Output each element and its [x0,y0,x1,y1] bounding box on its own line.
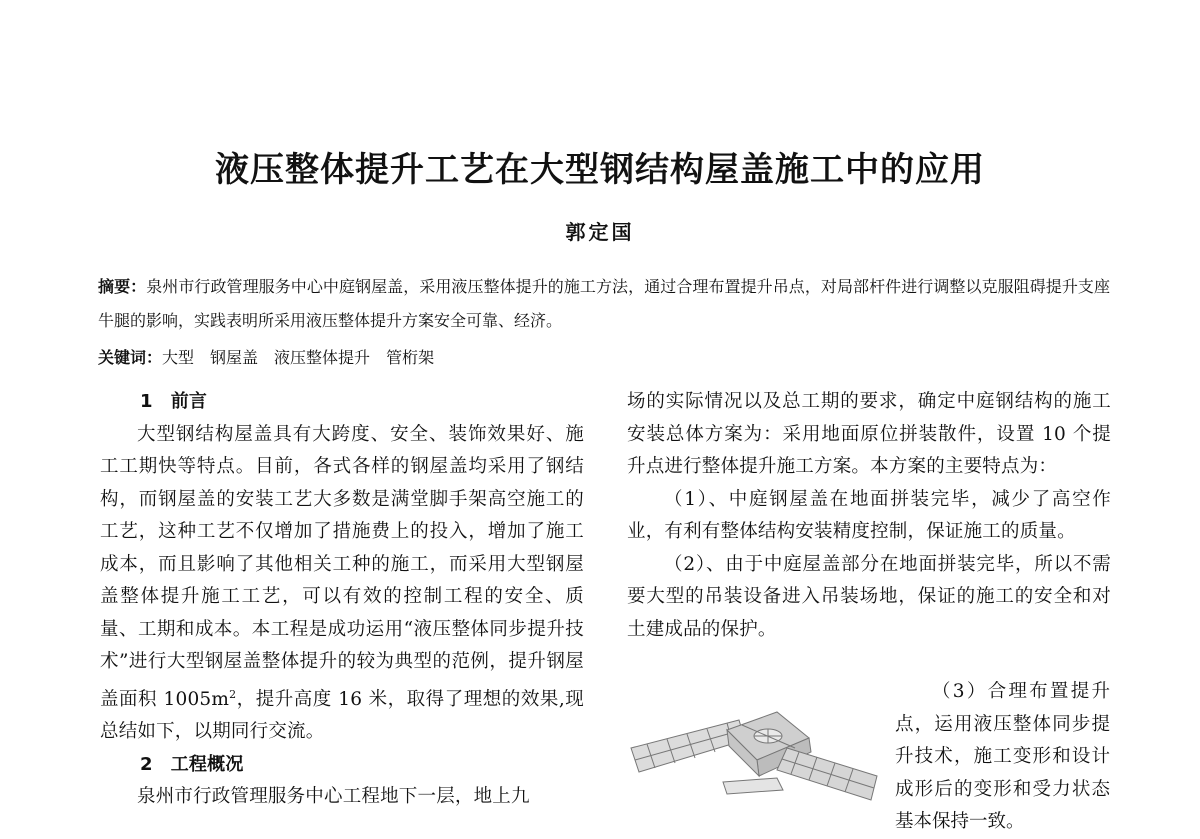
abstract-text: 泉州市行政管理服务中心中庭钢屋盖，采用液压整体提升的施工方法，通过合理布置提升吊点，对局部杆件进行调整以克服阻碍提升支座牛腿的影响，实践表明所采用液压整体提升方案安全可靠、经济。 [98,277,1110,330]
roof-truss-figure [627,690,889,827]
body-paragraph [100,419,584,749]
paragraph-text: 大型钢结构屋盖具有大跨度、安全、装饰效果好、施工工期快等特点。目前，各式各样的钢屋盖均采用了钢结构，而钢屋盖的安装工艺大多数是满堂脚手架高空施工的工艺，这种工艺不仅增加了措施费上的投入，增加了施工成本，而且影响了其他相关工种的施工，而采用大型钢屋盖整体提升施工工艺，可以有效的控制工程的安全、质量、工期和成本。本工程是成功运用“液压整体同步提升技术”进行大型钢屋盖整体提升的较为典型的范例，提升钢屋盖面积 1005m [100,423,584,710]
body-paragraph: 泉州市行政管理服务中心工程地下一层，地上九 [137,786,530,808]
body-paragraph: （1）、中庭钢屋盖在地面拼装完毕，减少了高空作业，有利有整体结构安装精度控制，保证施工的质量。 [627,488,1111,542]
wrapped-paragraph [895,676,1110,839]
author-name: 郭定国 [565,220,635,244]
keyword: 管桁架 [386,348,435,367]
paper-title: 液压整体提升工艺在大型钢结构屋盖施工中的应用 [215,150,985,190]
paragraph-text: ，提升高度 16 米，取得了理想的效果,现总结如下，以期同行交流。 [100,688,585,743]
superscript: 2 [229,687,237,701]
abstract [98,270,1110,338]
keywords-label: 关键词： [98,348,163,367]
section-title: 工程概况 [170,753,244,775]
section-number: 1 [140,391,153,412]
body-paragraph: 场的实际情况以及总工期的要求，确定中庭钢结构的施工安装总体方案为：采用地面原位拼装散件，设置 10 个提升点进行整体提升施工方案。本方案的主要特点为： [627,391,1111,477]
section-heading [100,749,584,782]
keyword: 液压整体提升 [274,348,371,367]
body-paragraph: （2）、由于中庭屋盖部分在地面拼装完毕，所以不需要大型的吊装设备进入吊装场地，保证的施工的安全和对土建成品的保护。 [627,553,1111,640]
keywords [98,345,450,371]
right-column [627,386,1111,646]
keyword: 大型 [162,348,195,367]
section-title: 前言 [170,391,208,412]
abstract-label: 摘要： [98,277,147,296]
section-heading [100,386,584,419]
left-column [100,386,584,814]
keyword: 钢屋盖 [210,348,259,367]
body-paragraph: （3）合理布置提升点，运用液压整体同步提升技术，施工变形和设计成形后的变形和受力状态基本保持一致。 [895,681,1110,832]
section-number: 2 [140,753,153,775]
